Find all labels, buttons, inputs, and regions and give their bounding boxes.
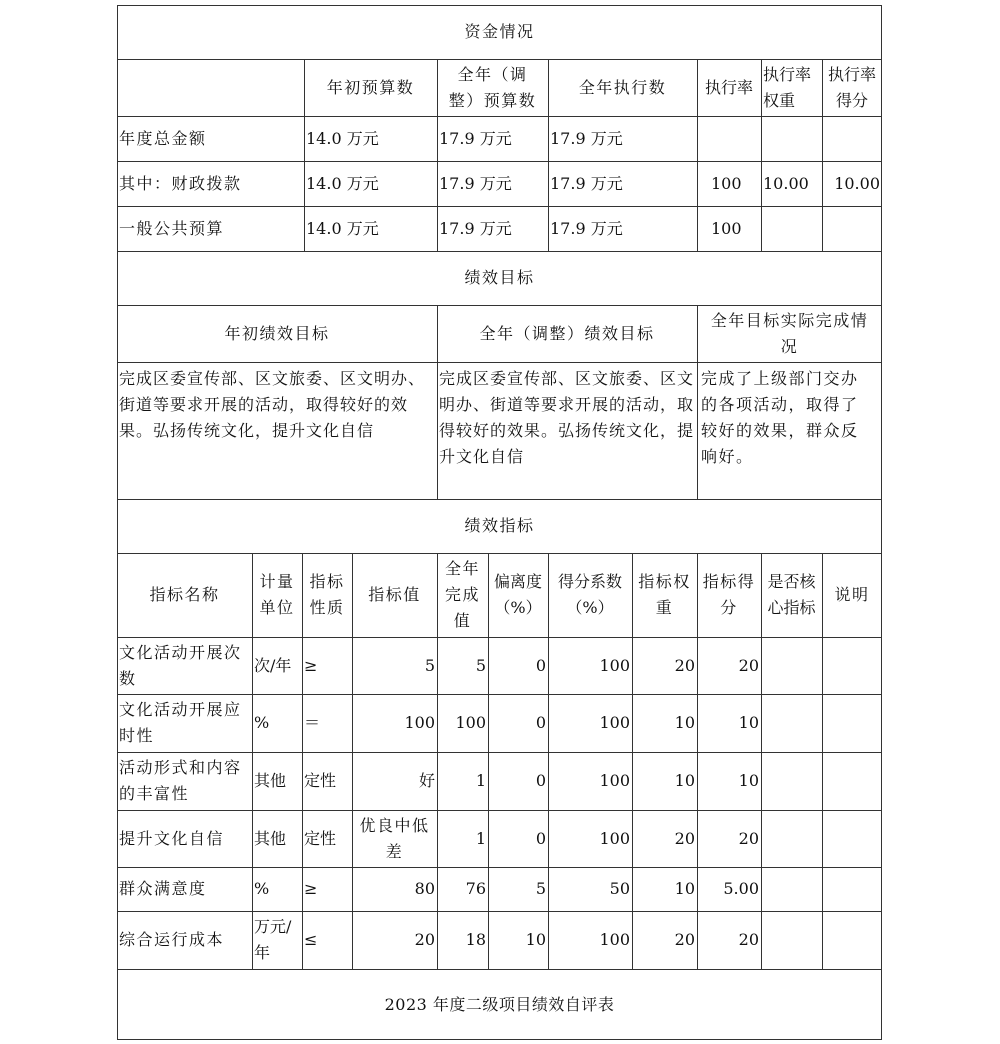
indicator-coefficient: 100 bbox=[599, 713, 630, 732]
funding-row-label: 年度总金额 bbox=[119, 128, 207, 148]
indicator-deviation: 0 bbox=[535, 713, 546, 732]
indicator-coefficient: 100 bbox=[599, 930, 630, 949]
indicators-header-actual: 全年完成值 bbox=[444, 559, 480, 630]
indicator-coefficient: 100 bbox=[599, 771, 630, 790]
indicator-weight: 20 bbox=[674, 930, 695, 949]
indicator-note bbox=[822, 752, 882, 810]
indicator-unit: 万元/年 bbox=[254, 917, 292, 962]
funding-row-rate: 100 bbox=[711, 218, 742, 238]
indicator-weight: 10 bbox=[674, 713, 695, 732]
goals-header-actual: 全年目标实际完成情况 bbox=[710, 310, 869, 356]
indicator-weight: 20 bbox=[674, 828, 695, 848]
indicator-deviation: 0 bbox=[535, 828, 546, 848]
funding-row-label: 其中：财政拨款 bbox=[119, 173, 242, 193]
indicator-target: 优良中低差 bbox=[359, 815, 430, 861]
indicator-note bbox=[822, 810, 882, 867]
indicator-score: 20 bbox=[738, 930, 759, 949]
indicator-coefficient: 50 bbox=[609, 879, 630, 898]
funding-header-adjusted: 全年（调整）预算数 bbox=[448, 64, 537, 110]
funding-row-score bbox=[822, 206, 882, 251]
indicators-header-weight: 指标权重 bbox=[638, 572, 691, 617]
indicator-core bbox=[761, 867, 822, 911]
indicator-unit: 次/年 bbox=[254, 655, 292, 675]
indicator-unit: % bbox=[254, 879, 270, 898]
performance-self-evaluation-table bbox=[117, 5, 882, 1040]
indicator-name: 群众满意度 bbox=[119, 879, 207, 898]
funding-row-weight bbox=[761, 116, 822, 161]
indicators-header-unit: 计量单位 bbox=[259, 572, 295, 617]
funding-row-score: 10.00 bbox=[834, 173, 880, 193]
funding-row-weight: 10.00 bbox=[763, 173, 809, 193]
funding-row-executed: 17.9 万元 bbox=[550, 173, 623, 193]
indicator-nature: ≥ bbox=[304, 655, 319, 675]
indicator-core bbox=[761, 810, 822, 867]
funding-section-title: 资金情况 bbox=[464, 22, 535, 41]
funding-row-adjusted: 17.9 万元 bbox=[439, 128, 512, 148]
indicator-core bbox=[761, 694, 822, 752]
funding-row-adjusted: 17.9 万元 bbox=[439, 173, 512, 193]
indicator-target: 80 bbox=[414, 879, 435, 898]
indicator-nature: 定性 bbox=[304, 771, 337, 790]
indicator-score: 20 bbox=[738, 828, 759, 848]
indicator-note bbox=[822, 637, 882, 694]
indicator-score: 5.00 bbox=[723, 879, 759, 898]
indicator-unit: 其他 bbox=[254, 771, 287, 790]
indicators-header-target: 指标值 bbox=[368, 585, 421, 604]
indicator-actual: 5 bbox=[475, 655, 486, 675]
indicator-actual: 18 bbox=[465, 930, 486, 949]
funding-row-executed: 17.9 万元 bbox=[550, 218, 623, 238]
funding-row-score bbox=[822, 116, 882, 161]
indicator-name: 文化活动开展应时性 bbox=[119, 700, 242, 745]
indicator-core bbox=[761, 752, 822, 810]
goals-header-initial: 年初绩效目标 bbox=[224, 323, 330, 343]
funding-row-initial: 14.0 万元 bbox=[306, 128, 379, 148]
funding-header-executed: 全年执行数 bbox=[578, 77, 667, 97]
indicator-note bbox=[822, 911, 882, 969]
indicator-name: 活动形式和内容的丰富性 bbox=[119, 758, 242, 803]
indicator-coefficient: 100 bbox=[599, 655, 630, 675]
funding-header-rate: 执行率 bbox=[704, 77, 753, 97]
indicators-section-title: 绩效指标 bbox=[464, 516, 535, 535]
funding-row-executed: 17.9 万元 bbox=[550, 128, 623, 148]
indicator-actual: 76 bbox=[465, 879, 486, 898]
indicator-core bbox=[761, 911, 822, 969]
goals-header-adjusted: 全年（调整）绩效目标 bbox=[479, 323, 655, 343]
footer-title: 2023 年度二级项目绩效自评表 bbox=[384, 994, 615, 1014]
indicator-actual: 1 bbox=[475, 828, 486, 848]
funding-row-weight bbox=[761, 206, 822, 251]
indicator-target: 20 bbox=[414, 930, 435, 949]
indicator-unit: % bbox=[254, 713, 270, 732]
indicator-score: 10 bbox=[738, 713, 759, 732]
goals-section-title: 绩效目标 bbox=[464, 268, 535, 287]
indicator-core bbox=[761, 637, 822, 694]
funding-header-initial: 年初预算数 bbox=[326, 77, 415, 97]
indicator-coefficient: 100 bbox=[599, 828, 630, 848]
goals-initial-text: 完成区委宣传部、区文旅委、区文明办、街道等要求开展的活动，取得较好的效果。弘扬传统文化，提升文化自信 bbox=[119, 369, 426, 440]
indicator-deviation: 5 bbox=[535, 879, 546, 898]
funding-row-initial: 14.0 万元 bbox=[306, 218, 379, 238]
indicator-unit: 其他 bbox=[254, 828, 287, 848]
funding-header-score: 执行率得分 bbox=[827, 64, 876, 110]
indicator-deviation: 0 bbox=[535, 655, 546, 675]
indicator-target: 好 bbox=[418, 771, 435, 790]
indicators-header-deviation: 偏离度（%） bbox=[493, 572, 542, 617]
indicator-name: 综合运行成本 bbox=[119, 930, 225, 949]
goals-actual-text: 完成了上级部门交办的各项活动，取得了较好的效果，群众反响好。 bbox=[701, 369, 859, 466]
funding-header-weight: 执行率权重 bbox=[763, 64, 812, 110]
indicators-header-nature: 指标性质 bbox=[309, 572, 345, 617]
indicators-header-note: 说明 bbox=[834, 585, 870, 604]
indicator-weight: 10 bbox=[674, 771, 695, 790]
funding-row-rate bbox=[697, 116, 761, 161]
indicators-header-name: 指标名称 bbox=[149, 585, 220, 604]
funding-row-adjusted: 17.9 万元 bbox=[439, 218, 512, 238]
indicator-weight: 10 bbox=[674, 879, 695, 898]
indicator-deviation: 0 bbox=[535, 771, 546, 790]
indicator-weight: 20 bbox=[674, 655, 695, 675]
indicators-header-core: 是否核心指标 bbox=[767, 572, 816, 617]
indicator-nature: ＝ bbox=[304, 713, 322, 732]
indicators-header-score: 指标得分 bbox=[702, 572, 756, 617]
funding-row-label: 一般公共预算 bbox=[119, 218, 225, 238]
funding-row-rate: 100 bbox=[711, 173, 742, 193]
indicator-score: 20 bbox=[738, 655, 759, 675]
funding-row-initial: 14.0 万元 bbox=[306, 173, 379, 193]
indicator-note bbox=[822, 867, 882, 911]
goals-adjusted-text: 完成区委宣传部、区文旅委、区文明办、街道等要求开展的活动，取得较好的效果。弘扬传统文化，提升文化自信 bbox=[439, 369, 695, 466]
indicator-actual: 1 bbox=[475, 771, 486, 790]
indicators-header-coefficient: 得分系数（%） bbox=[557, 572, 622, 617]
indicator-target: 100 bbox=[404, 713, 435, 732]
indicator-note bbox=[822, 694, 882, 752]
indicator-score: 10 bbox=[738, 771, 759, 790]
indicator-name: 提升文化自信 bbox=[119, 828, 225, 848]
indicator-nature: ≤ bbox=[304, 930, 319, 949]
indicator-nature: 定性 bbox=[304, 828, 337, 848]
indicator-target: 5 bbox=[424, 655, 435, 675]
indicator-nature: ≥ bbox=[304, 879, 319, 898]
indicator-name: 文化活动开展次数 bbox=[119, 642, 242, 688]
indicator-deviation: 10 bbox=[525, 930, 546, 949]
indicator-actual: 100 bbox=[455, 713, 486, 732]
